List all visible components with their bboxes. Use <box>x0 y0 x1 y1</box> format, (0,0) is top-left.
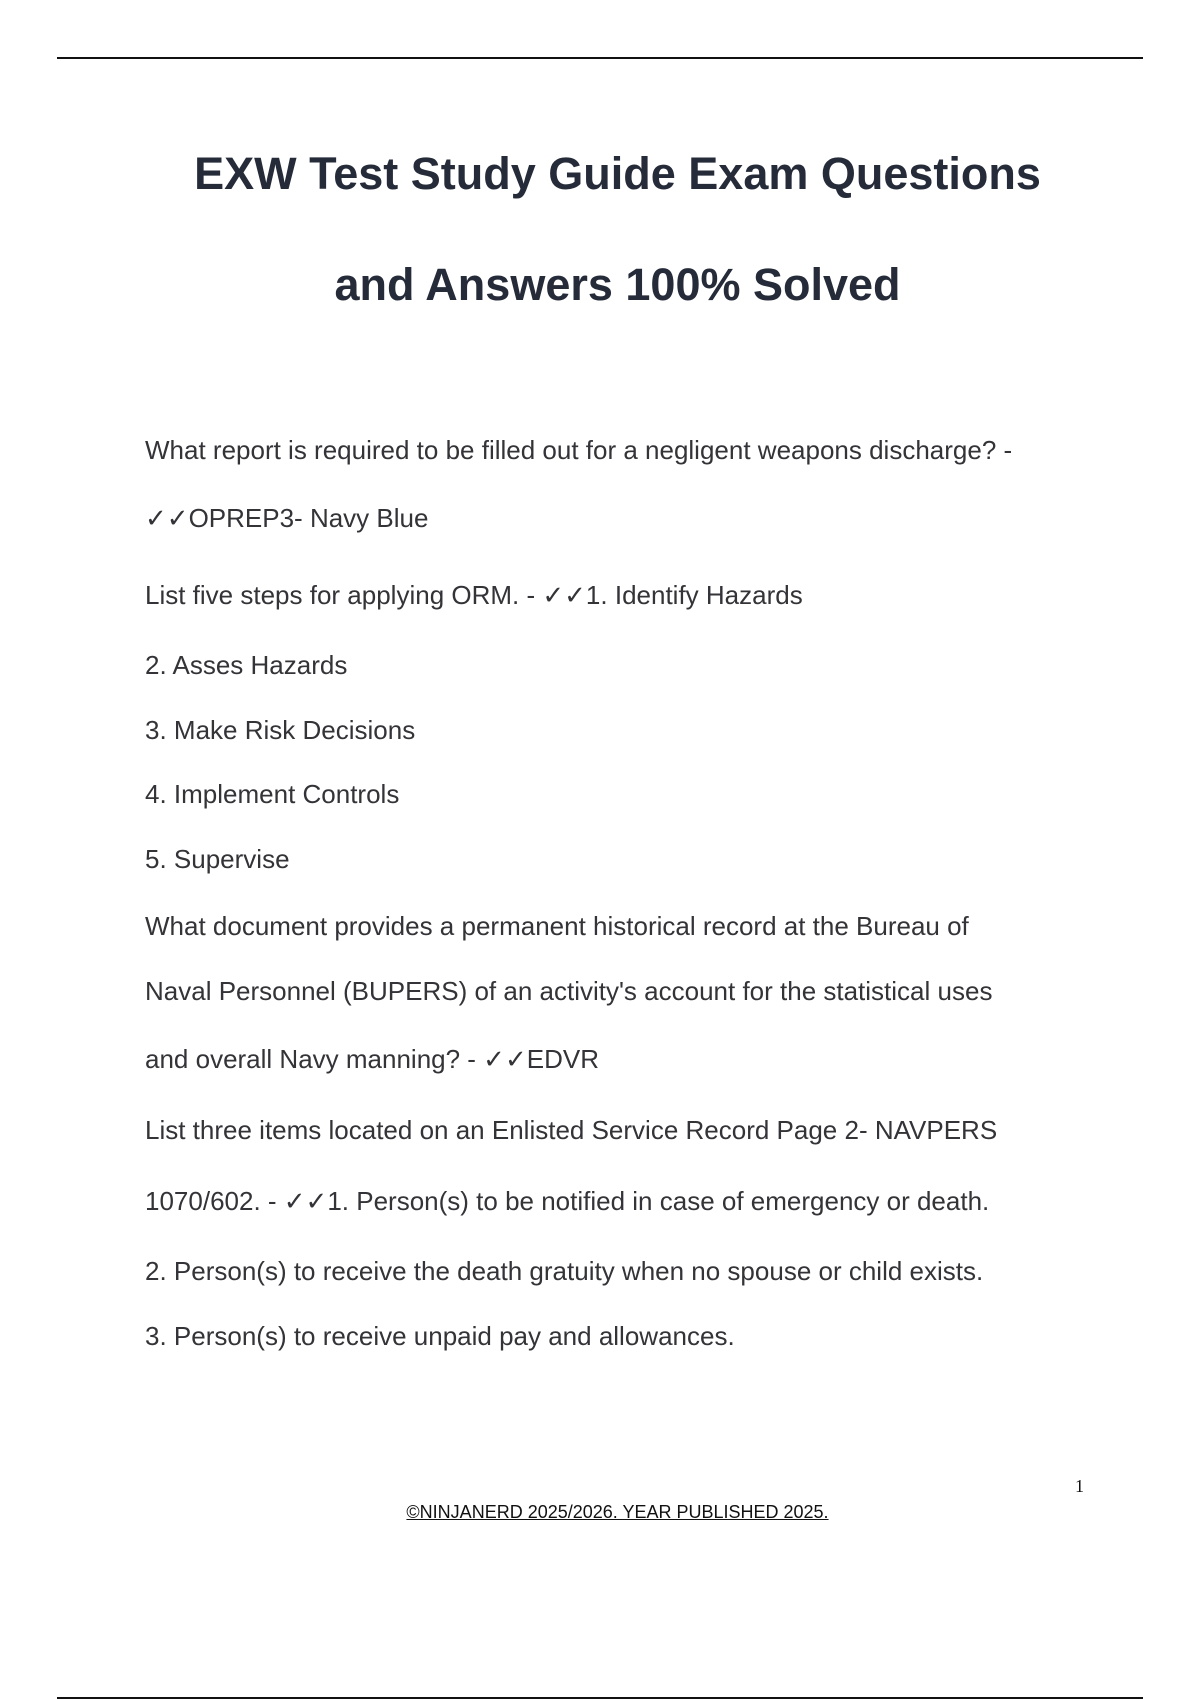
document-title-line-2: and Answers 100% Solved <box>334 259 901 310</box>
question-3-line-1: What document provides a permanent historical record at the Bureau of <box>145 911 969 941</box>
question-2-text: List five steps for applying ORM. - ✓✓1. Identify Hazards <box>145 580 803 610</box>
question-3-line-3: and overall Navy manning? - ✓✓EDVR <box>145 1044 599 1074</box>
question-4-line-2: 1070/602. - ✓✓1. Person(s) to be notified in case of emergency or death. <box>145 1186 990 1216</box>
footer-copyright-text: ©NINJANERD 2025/2026. YEAR PUBLISHED 2025. <box>406 1502 829 1522</box>
bottom-rule <box>57 1697 1143 1699</box>
question-1-text: What report is required to be filled out for a negligent weapons discharge? - <box>145 435 1013 465</box>
answer-2-step-3: 3. Make Risk Decisions <box>145 715 416 745</box>
answer-2-step-5: 5. Supervise <box>145 844 290 874</box>
answer-2-step-4: 4. Implement Controls <box>145 779 400 809</box>
answer-4-item-3: 3. Person(s) to receive unpaid pay and allowances. <box>145 1321 735 1351</box>
top-rule <box>57 57 1143 59</box>
page-number: 1 <box>1075 1476 1084 1496</box>
footer-copyright <box>0 1502 1200 1523</box>
document-title-line-1: EXW Test Study Guide Exam Questions <box>194 148 1041 199</box>
question-3-line-2: Naval Personnel (BUPERS) of an activity's account for the statistical uses <box>145 976 993 1006</box>
answer-1-text: ✓✓OPREP3- Navy Blue <box>145 503 429 533</box>
question-4-line-1: List three items located on an Enlisted Service Record Page 2- NAVPERS <box>145 1115 998 1145</box>
answer-4-item-2: 2. Person(s) to receive the death gratuity when no spouse or child exists. <box>145 1256 984 1286</box>
answer-2-step-2: 2. Asses Hazards <box>145 650 348 680</box>
